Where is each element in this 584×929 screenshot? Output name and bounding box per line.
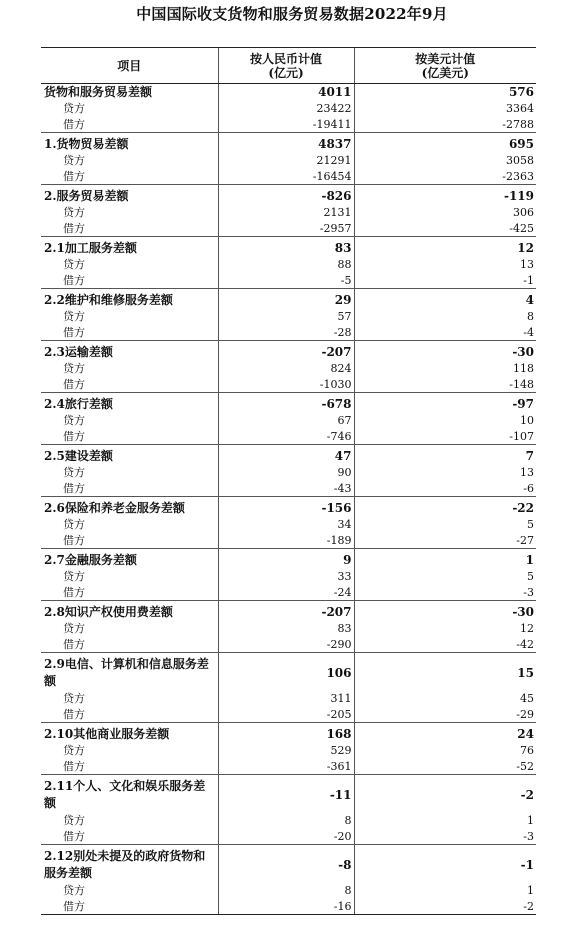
table-row-balance [41, 133, 536, 153]
row-label: 2.3运输差额 [44, 344, 113, 359]
row-label: 借方 [41, 428, 218, 445]
row-label: 贷方 [63, 153, 85, 167]
table-row-debit [41, 828, 536, 845]
row-label: 借方 [41, 828, 218, 845]
row-label: 2.6保险和养老金服务差额 [44, 500, 185, 515]
usd-value: -30 [354, 341, 536, 361]
usd-value: 13 [354, 256, 536, 272]
table-row-credit [41, 464, 536, 480]
table-row-debit [41, 706, 536, 723]
cny-value: 4837 [218, 133, 354, 153]
row-label: 贷方 [63, 465, 85, 479]
row-label: 贷方 [63, 883, 85, 897]
table-row-credit [41, 516, 536, 532]
cny-value: 90 [218, 464, 354, 480]
table-row-credit [41, 812, 536, 828]
cny-value: 8 [218, 812, 354, 828]
cny-value: 168 [218, 723, 354, 743]
cny-value: 2131 [218, 204, 354, 220]
usd-value: -30 [354, 601, 536, 621]
cny-value: 83 [218, 620, 354, 636]
table-row-debit [41, 584, 536, 601]
usd-value: -107 [354, 428, 536, 445]
row-label: 借方 [41, 324, 218, 341]
cny-value: 23422 [218, 100, 354, 116]
cny-value: -205 [218, 706, 354, 723]
row-label: 贷方 [63, 517, 85, 531]
row-label: 2.5建设差额 [44, 448, 113, 463]
cny-value: -678 [218, 393, 354, 413]
usd-value: 3364 [354, 100, 536, 116]
usd-value: 306 [354, 204, 536, 220]
row-label: 2.1加工服务差额 [44, 240, 137, 255]
cny-value: 88 [218, 256, 354, 272]
usd-value: -52 [354, 758, 536, 775]
cny-value: 83 [218, 237, 354, 257]
table-row-credit [41, 742, 536, 758]
table-row-balance [41, 653, 536, 691]
row-label: 借方 [41, 168, 218, 185]
usd-value: 15 [354, 653, 536, 691]
table-row-balance [41, 237, 536, 257]
row-label: 1.货物贸易差额 [44, 136, 129, 151]
header-item: 项目 [41, 48, 218, 84]
row-label: 借方 [41, 758, 218, 775]
row-label: 借方 [41, 636, 218, 653]
usd-value: 1 [354, 812, 536, 828]
cny-value: 47 [218, 445, 354, 465]
table-row-credit [41, 204, 536, 220]
usd-value: 12 [354, 237, 536, 257]
row-label: 贷方 [63, 621, 85, 635]
table-row-debit [41, 480, 536, 497]
cny-value: -11 [218, 775, 354, 813]
row-label: 2.12别处未提及的政府货物和服务差额 [44, 849, 206, 880]
cny-value: -19411 [218, 116, 354, 133]
header-usd: 按美元计值 (亿美元) [354, 48, 536, 84]
cny-value: -826 [218, 185, 354, 205]
table-row-balance [41, 497, 536, 517]
row-label: 借方 [41, 272, 218, 289]
table-row-debit [41, 376, 536, 393]
row-label: 贷方 [63, 257, 85, 271]
usd-value: -97 [354, 393, 536, 413]
cny-value: -189 [218, 532, 354, 549]
row-label: 借方 [41, 116, 218, 133]
row-label: 2.9电信、计算机和信息服务差额 [44, 657, 209, 688]
row-label: 2.7金融服务差额 [44, 552, 137, 567]
cny-value: -207 [218, 601, 354, 621]
table-row-credit [41, 620, 536, 636]
header-cny: 按人民币计值 (亿元) [218, 48, 354, 84]
usd-value: 13 [354, 464, 536, 480]
cny-value: 29 [218, 289, 354, 309]
usd-value: -42 [354, 636, 536, 653]
row-label: 2.2维护和维修服务差额 [44, 292, 173, 307]
table-row-balance [41, 845, 536, 883]
cny-value: 529 [218, 742, 354, 758]
usd-value: -119 [354, 185, 536, 205]
row-label: 贷方 [63, 361, 85, 375]
row-label: 2.11个人、文化和娱乐服务差额 [44, 779, 206, 810]
row-label: 贷方 [63, 309, 85, 323]
usd-value: 5 [354, 568, 536, 584]
table-header-row [41, 48, 536, 84]
row-label: 贷方 [63, 205, 85, 219]
table-row-credit [41, 308, 536, 324]
usd-value: -3 [354, 828, 536, 845]
table-row-debit [41, 758, 536, 775]
usd-value: -4 [354, 324, 536, 341]
usd-value: 4 [354, 289, 536, 309]
cny-value: -746 [218, 428, 354, 445]
row-label: 贷方 [63, 743, 85, 757]
cny-value: 8 [218, 882, 354, 898]
cny-value: -43 [218, 480, 354, 497]
usd-value: -425 [354, 220, 536, 237]
usd-value: 24 [354, 723, 536, 743]
usd-value: 12 [354, 620, 536, 636]
cny-value: 9 [218, 549, 354, 569]
usd-value: 576 [354, 84, 536, 101]
usd-value: 3058 [354, 152, 536, 168]
cny-value: -24 [218, 584, 354, 601]
table-row-balance [41, 601, 536, 621]
table-row-debit [41, 636, 536, 653]
table-row-balance [41, 341, 536, 361]
table-row-credit [41, 412, 536, 428]
usd-value: 10 [354, 412, 536, 428]
usd-value: -22 [354, 497, 536, 517]
trade-data-table [41, 47, 536, 915]
table-row-balance [41, 185, 536, 205]
row-label: 借方 [41, 706, 218, 723]
row-label: 借方 [41, 584, 218, 601]
cny-value: -361 [218, 758, 354, 775]
usd-value: -2 [354, 775, 536, 813]
usd-value: 118 [354, 360, 536, 376]
row-label: 贷方 [63, 413, 85, 427]
cny-value: 311 [218, 690, 354, 706]
table-body [41, 84, 536, 915]
table-row-debit [41, 898, 536, 915]
table-row-debit [41, 116, 536, 133]
table-row-credit [41, 152, 536, 168]
table-row-balance [41, 84, 536, 101]
usd-value: 45 [354, 690, 536, 706]
table-row-debit [41, 220, 536, 237]
usd-value: 1 [354, 549, 536, 569]
usd-value: 695 [354, 133, 536, 153]
table-row-balance [41, 723, 536, 743]
table-row-debit [41, 428, 536, 445]
cny-value: -28 [218, 324, 354, 341]
table-row-balance [41, 549, 536, 569]
table-row-debit [41, 532, 536, 549]
cny-value: -16 [218, 898, 354, 915]
row-label: 2.8知识产权使用费差额 [44, 604, 173, 619]
table-row-debit [41, 272, 536, 289]
usd-value: -1 [354, 845, 536, 883]
cny-value: 824 [218, 360, 354, 376]
cny-value: -8 [218, 845, 354, 883]
row-label: 货物和服务贸易差额 [44, 84, 153, 99]
cny-value: -207 [218, 341, 354, 361]
usd-value: -27 [354, 532, 536, 549]
usd-value: -29 [354, 706, 536, 723]
table-row-balance [41, 775, 536, 813]
table-row-credit [41, 568, 536, 584]
usd-value: 5 [354, 516, 536, 532]
row-label: 借方 [41, 220, 218, 237]
table-row-credit [41, 256, 536, 272]
table-row-credit [41, 360, 536, 376]
cny-value: 34 [218, 516, 354, 532]
page-title: 中国国际收支货物和服务贸易数据2022年9月 [136, 5, 448, 23]
row-label: 贷方 [63, 569, 85, 583]
usd-value: 8 [354, 308, 536, 324]
usd-value: -148 [354, 376, 536, 393]
table-row-debit [41, 168, 536, 185]
table-row-credit [41, 100, 536, 116]
usd-value: -3 [354, 584, 536, 601]
cny-value: -20 [218, 828, 354, 845]
row-label: 2.10其他商业服务差额 [44, 726, 170, 741]
row-label: 贷方 [63, 101, 85, 115]
table-row-debit [41, 324, 536, 341]
row-label: 借方 [41, 480, 218, 497]
row-label: 借方 [41, 898, 218, 915]
cny-value: -290 [218, 636, 354, 653]
table-row-balance [41, 445, 536, 465]
row-label: 贷方 [63, 691, 85, 705]
table-row-balance [41, 393, 536, 413]
usd-value: 1 [354, 882, 536, 898]
cny-value: -5 [218, 272, 354, 289]
cny-value: 21291 [218, 152, 354, 168]
usd-value: -2 [354, 898, 536, 915]
cny-value: 33 [218, 568, 354, 584]
usd-value: -1 [354, 272, 536, 289]
table-row-credit [41, 690, 536, 706]
usd-value: -6 [354, 480, 536, 497]
usd-value: 76 [354, 742, 536, 758]
usd-value: -2788 [354, 116, 536, 133]
usd-value: 7 [354, 445, 536, 465]
row-label: 2.4旅行差额 [44, 396, 113, 411]
cny-value: -1030 [218, 376, 354, 393]
row-label: 2.服务贸易差额 [44, 188, 129, 203]
cny-value: -16454 [218, 168, 354, 185]
table-row-balance [41, 289, 536, 309]
cny-value: 67 [218, 412, 354, 428]
cny-value: 106 [218, 653, 354, 691]
table-row-credit [41, 882, 536, 898]
cny-value: -156 [218, 497, 354, 517]
row-label: 借方 [41, 376, 218, 393]
row-label: 贷方 [63, 813, 85, 827]
cny-value: 57 [218, 308, 354, 324]
row-label: 借方 [41, 532, 218, 549]
cny-value: 4011 [218, 84, 354, 101]
usd-value: -2363 [354, 168, 536, 185]
cny-value: -2957 [218, 220, 354, 237]
